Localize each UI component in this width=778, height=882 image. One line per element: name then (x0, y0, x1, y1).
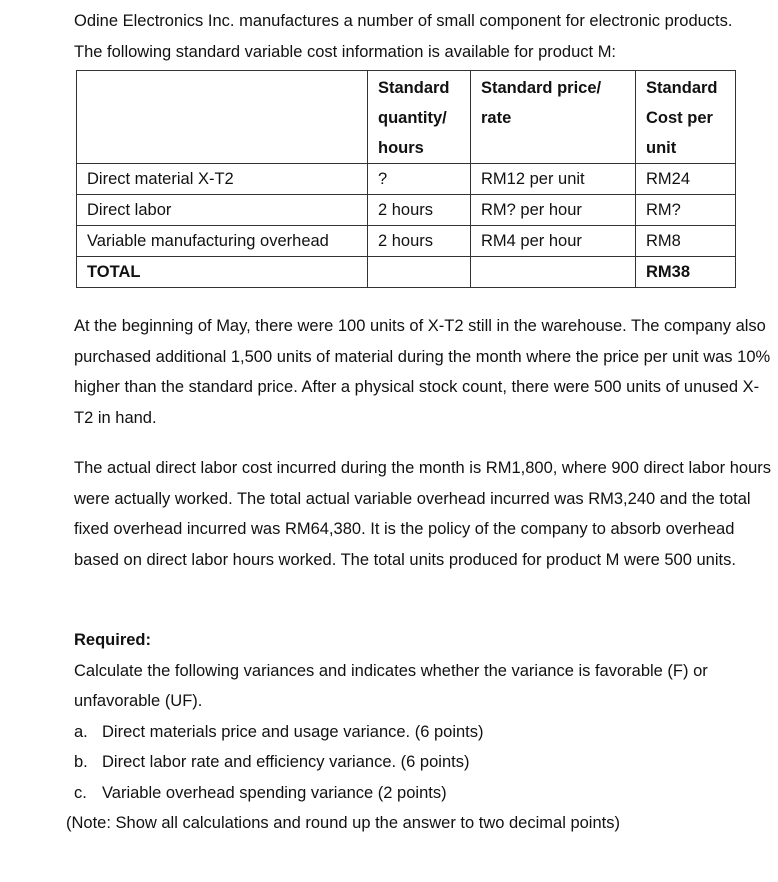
header-quantity-line: quantity/ (378, 109, 447, 127)
row-quantity: ? (368, 164, 471, 195)
required-instruction: Calculate the following variances and indicates whether the variance is favorable (F) or unfavorable (UF). (74, 661, 708, 710)
list-marker: b. (74, 753, 88, 771)
header-price-line: Standard price/ (481, 79, 602, 97)
row-item: Direct material X-T2 (77, 164, 368, 195)
row-quantity: 2 hours (368, 226, 471, 257)
table-total-row (77, 257, 736, 288)
total-cost: RM38 (636, 257, 736, 288)
intro (74, 6, 774, 68)
header-quantity-line: hours (378, 139, 424, 157)
header-cost-line: Standard (646, 79, 718, 97)
paragraph-labor-overhead: The actual direct labor cost incurred during the month is RM1,800, where 900 direct labor hours were actually worked. The total actual variable overhead incurred was RM3,240 and the total fixed overhead incurred was RM64,380. It is the policy of the company to absorb overhead based on direct labor hours worked. The total units produced for product M were 500 units. (74, 459, 772, 569)
header-cost-line: Cost per (646, 109, 713, 127)
total-label: TOTAL (77, 257, 368, 288)
required-section (74, 625, 774, 808)
intro-line-1: Odine Electronics Inc. manufactures a number of small component for electronic products. (74, 12, 733, 30)
row-item: Variable manufacturing overhead (77, 226, 368, 257)
list-item (74, 717, 774, 748)
row-quantity: 2 hours (368, 195, 471, 226)
list-text: Direct materials price and usage variance. (6 points) (102, 722, 484, 741)
list-text: Variable overhead spending variance (2 points) (102, 783, 447, 802)
row-item: Direct labor (77, 195, 368, 226)
row-price: RM4 per hour (471, 226, 636, 257)
required-heading: Required: (74, 631, 152, 649)
header-cost-line: unit (646, 139, 677, 157)
table-row (77, 195, 736, 226)
header-standard-quantity (368, 71, 471, 164)
table-row (77, 164, 736, 195)
list-text: Direct labor rate and efficiency variance. (6 points) (102, 753, 470, 771)
header-blank-cell (77, 71, 368, 164)
row-cost: RM? (636, 195, 736, 226)
total-price-empty (471, 257, 636, 288)
list-item (74, 747, 774, 778)
header-price-line: rate (481, 109, 512, 127)
table-row (77, 226, 736, 257)
list-item (74, 778, 774, 809)
standard-cost-table (76, 70, 736, 288)
list-marker: c. (74, 783, 87, 802)
intro-line-2: The following standard variable cost information is available for product M: (74, 43, 617, 61)
row-cost: RM24 (636, 164, 736, 195)
note: (Note: Show all calculations and round up the answer to two decimal points) (66, 814, 620, 832)
header-standard-cost (636, 71, 736, 164)
paragraph-material: At the beginning of May, there were 100 units of X-T2 still in the warehouse. The company also purchased additional 1,500 units of material during the month where the price per unit was 10% higher than the standard price. After a physical stock count, there were 500 units of unused X-T2 in hand. (74, 317, 771, 427)
required-list (74, 717, 774, 809)
row-cost: RM8 (636, 226, 736, 257)
table-header-row (77, 71, 736, 164)
header-quantity-line: Standard (378, 79, 450, 97)
header-standard-price (471, 71, 636, 164)
list-marker: a. (74, 722, 88, 741)
row-price: RM12 per unit (471, 164, 636, 195)
total-quantity-empty (368, 257, 471, 288)
row-price: RM? per hour (471, 195, 636, 226)
